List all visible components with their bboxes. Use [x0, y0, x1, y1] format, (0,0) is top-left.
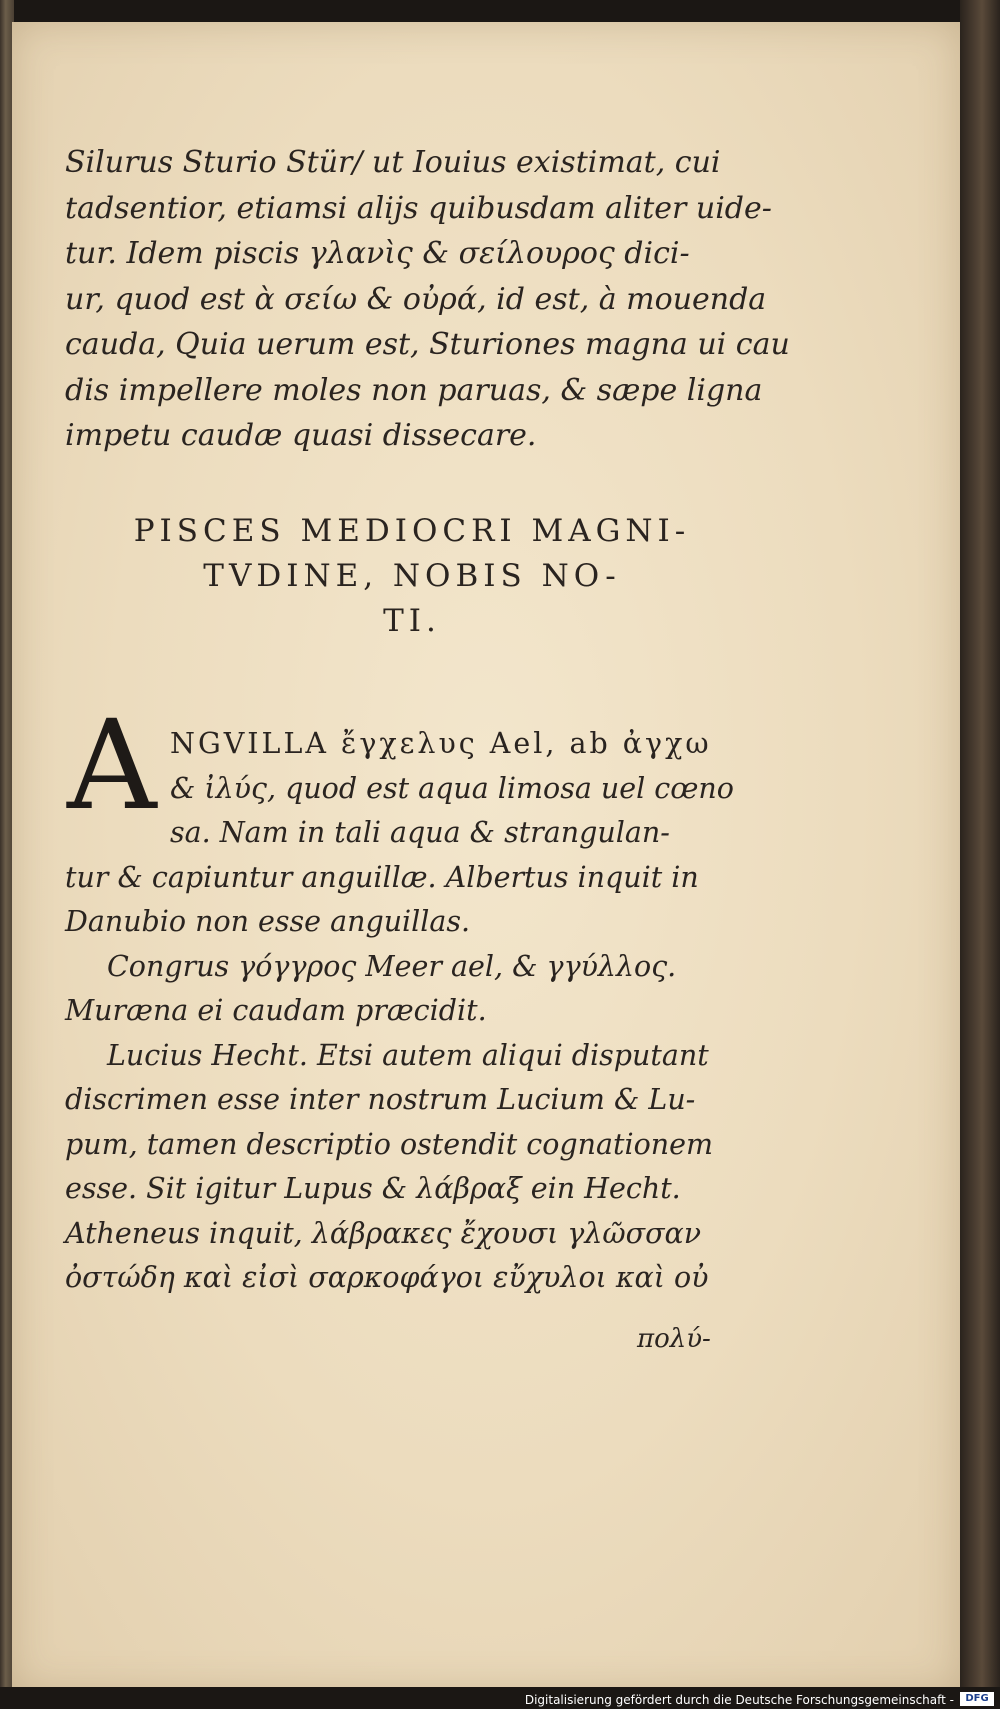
text-line: Danubio non esse anguillas.	[65, 905, 471, 938]
text-line: cauda, Quia uerum est, Sturiones magna ui cau	[65, 327, 790, 362]
text-line: ur, quod est ὰ σείω & οὐρά, id est, à mouenda	[65, 281, 767, 317]
paragraph-silurus	[65, 140, 790, 459]
heading-line: PISCES MEDIOCRI MAGNI-	[133, 513, 691, 549]
text-line: dis impellere moles non paruas, & sæpe ligna	[65, 372, 763, 408]
heading-line: TVDINE, NOBIS NO-	[203, 558, 621, 594]
footer-bar	[0, 1687, 1000, 1709]
text-line: esse. Sit igitur Lupus & λάβραξ ein Hecht.	[65, 1172, 681, 1205]
text-line: tur. Idem piscis γλανὶς & σείλουρος dici-	[65, 236, 690, 271]
section-heading	[72, 509, 752, 644]
text-line: Muræna ei caudam præcidit.	[65, 994, 487, 1027]
text-line: impetu caudæ quasi dissecare.	[65, 418, 537, 453]
paragraph-anguilla	[65, 722, 765, 1301]
drop-cap: A	[67, 694, 157, 838]
text-line: Atheneus inquit, λάβρακες ἔχουσι γλῶσσαν	[65, 1216, 702, 1250]
text-line: ὀστώδη καὶ εἰσὶ σαρκοφάγοι εὔχυλοι καὶ οὐ	[65, 1261, 709, 1294]
text-line: Congrus γόγγρος Meer ael, & γγύλλος.	[107, 949, 677, 983]
text-line: pum, tamen descriptio ostendit cognationem	[65, 1127, 713, 1161]
heading-line: TI.	[383, 603, 441, 639]
page-edge	[960, 0, 1000, 1709]
funding-notice: Digitalisierung gefördert durch die Deutsche Forschungsgemeinschaft -	[524, 1693, 954, 1707]
text-line: tur & capiuntur anguillæ. Albertus inquit in	[65, 860, 699, 894]
text-line: discrimen esse inter nostrum Lucium & Lu-	[65, 1083, 696, 1116]
book-page	[12, 22, 960, 1692]
text-line: Lucius Hecht. Etsi autem aliqui disputant	[107, 1038, 709, 1072]
catchword: πολύ-	[637, 1324, 711, 1354]
dfg-logo[interactable]: DFG	[960, 1692, 994, 1706]
text-line: NGVILLA ἔγχελυς Ael, ab ἀγχω	[170, 727, 712, 760]
text-line: & ἰλύς, quod est aqua limosa uel cœno	[170, 771, 734, 805]
text-line: tadsentior, etiamsi alijs quibusdam aliter uide-	[65, 190, 772, 226]
text-line: sa. Nam in tali aqua & strangulan-	[170, 816, 670, 849]
text-line: Silurus Sturio Stür/ ut Iouius existimat, cui	[65, 145, 721, 180]
